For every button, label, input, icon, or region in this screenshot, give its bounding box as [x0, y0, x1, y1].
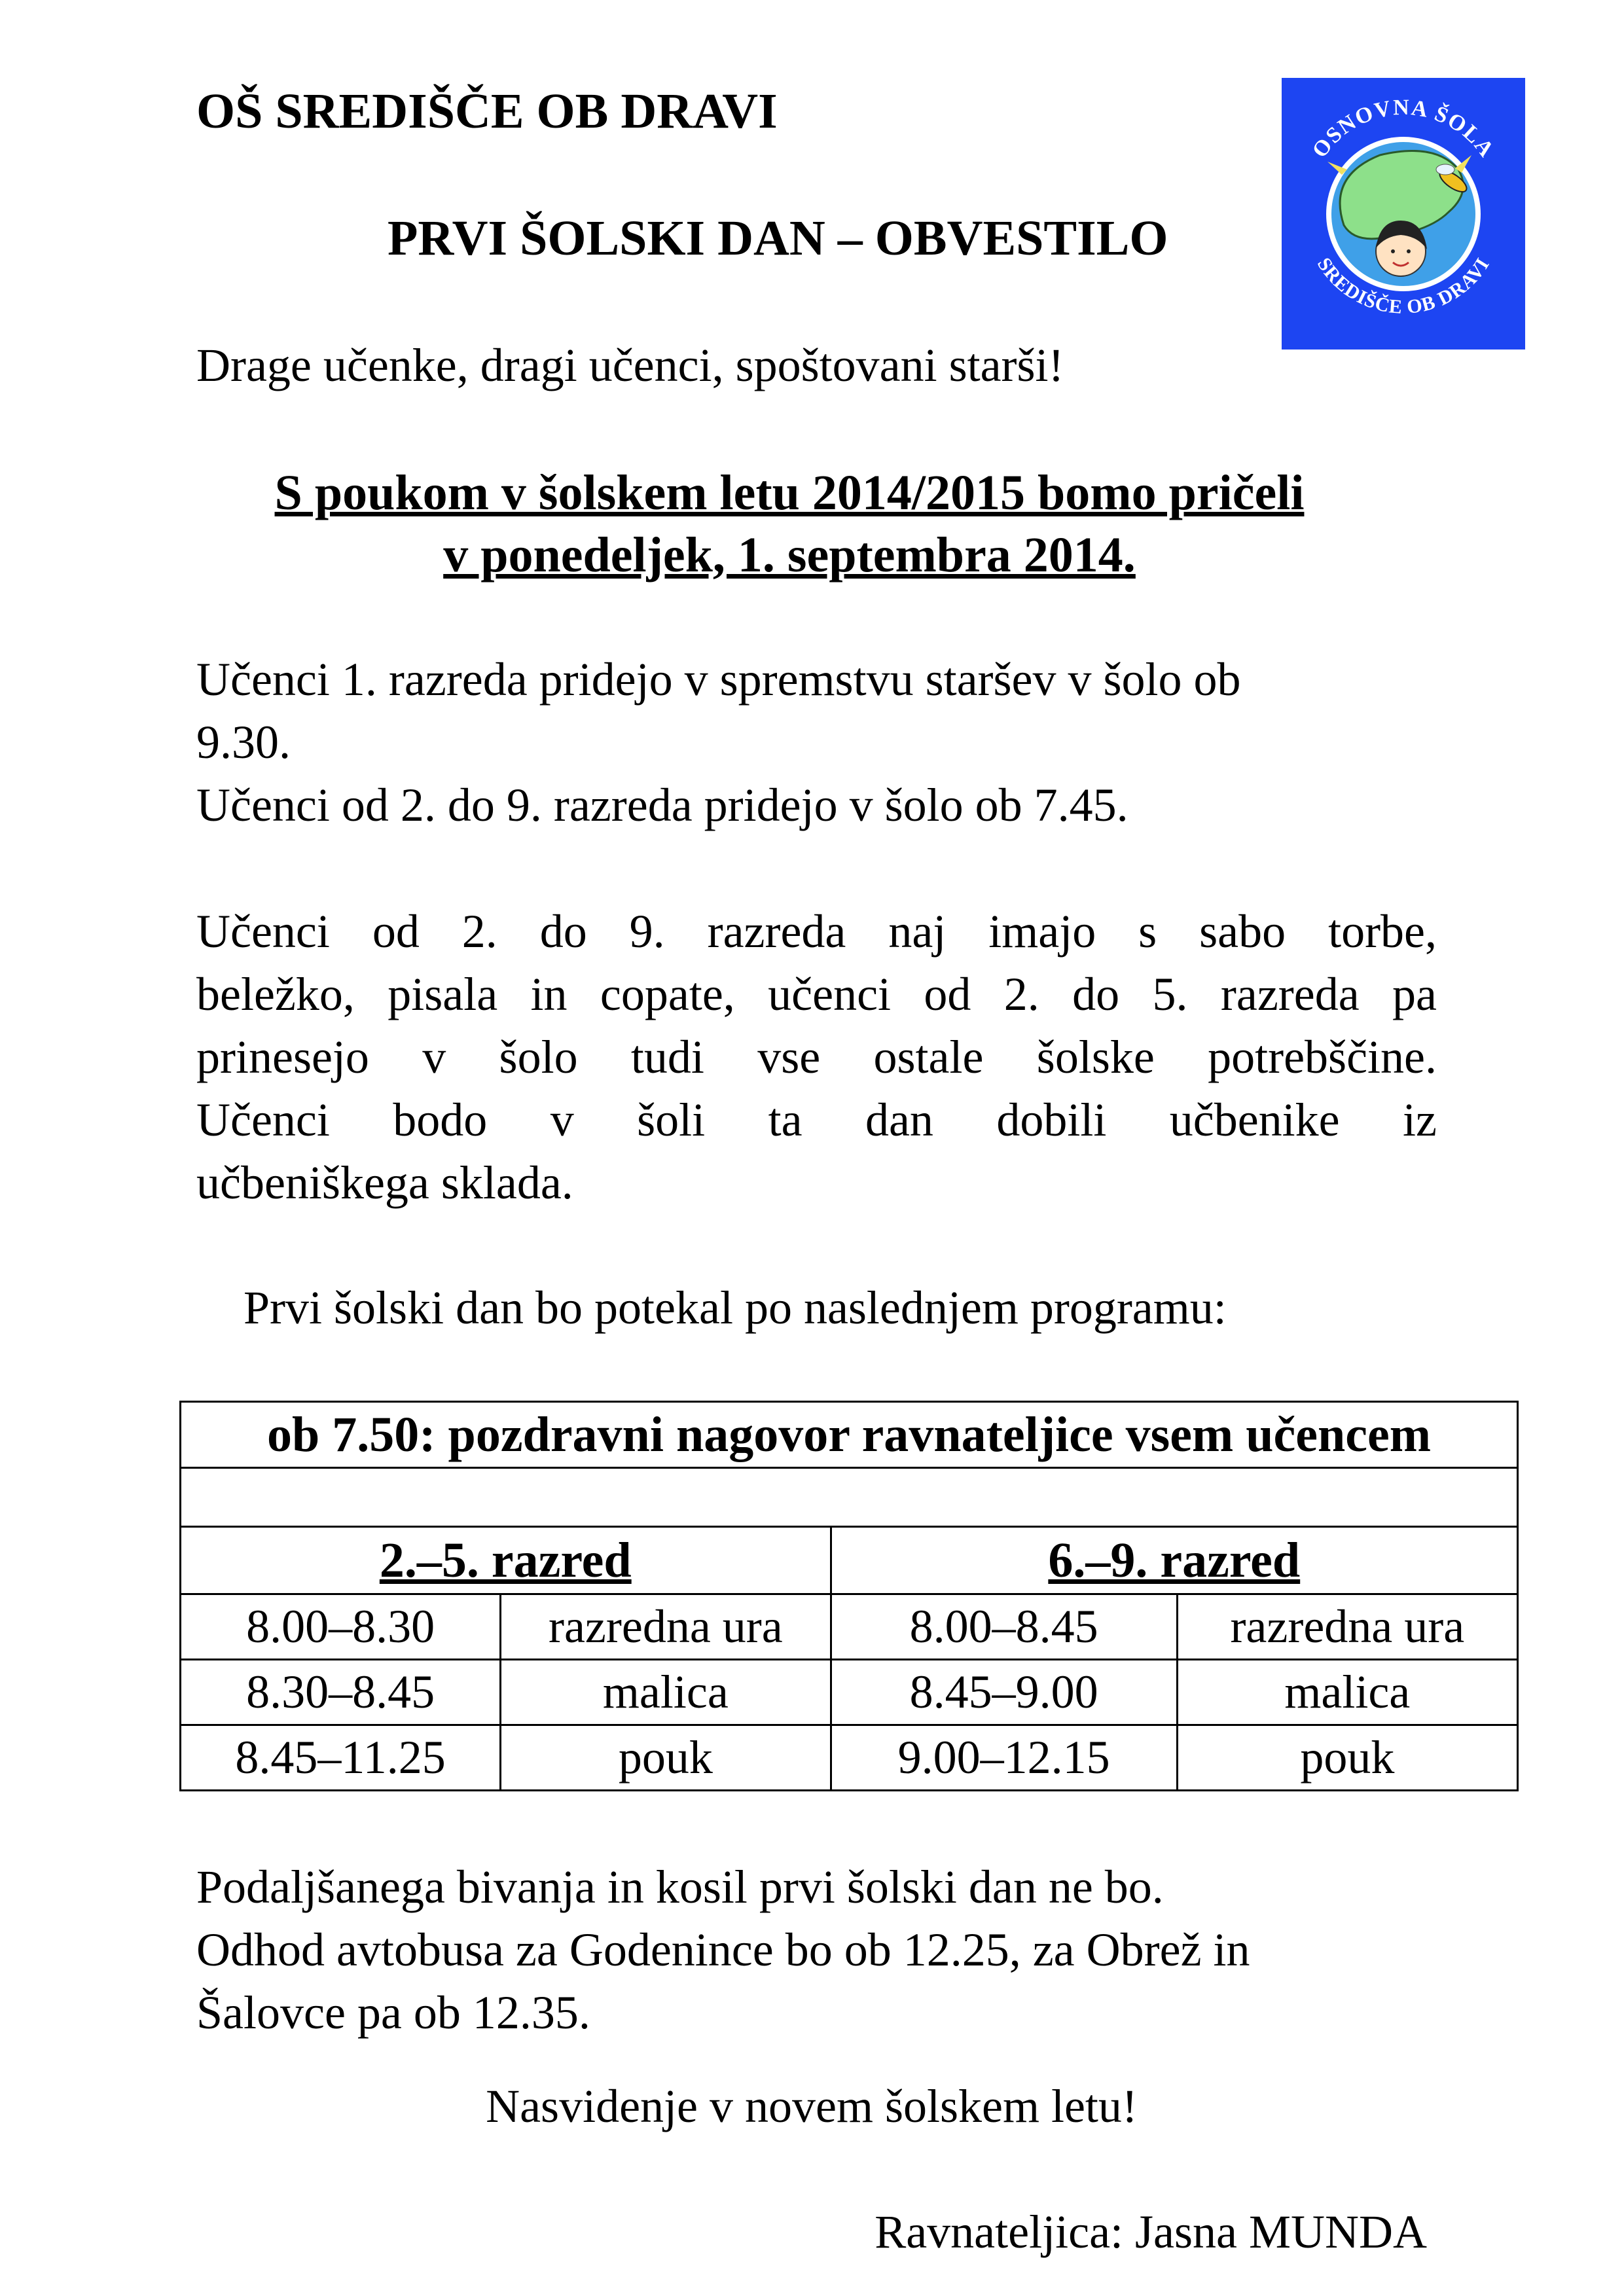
schedule-time-a: 8.45–11.25	[181, 1725, 501, 1791]
farewell: Nasvidenje v novem šolskem letu!	[486, 2080, 1138, 2132]
closing-line: Šalovce pa ob 12.35.	[196, 1986, 590, 2039]
supplies-line: Učenci bodo v šoli ta dan dobili učbenike iz	[196, 1094, 1437, 1146]
table-row	[181, 1660, 1518, 1725]
schedule-activity-a: razredna ura	[501, 1594, 831, 1660]
table-row	[181, 1594, 1518, 1660]
schedule-table	[179, 1401, 1519, 1791]
schedule-activity-a: malica	[501, 1660, 831, 1725]
schedule-greeting-cell: ob 7.50: pozdravni nagovor ravnateljice vsem učencem	[181, 1402, 1518, 1468]
announcement-line-1: S poukom v šolskem letu 2014/2015 bomo pričeli	[274, 465, 1305, 520]
school-logo-emblem	[1282, 78, 1525, 350]
schedule-activity-b: razredna ura	[1177, 1594, 1517, 1660]
closing-paragraph	[196, 1856, 1437, 2044]
arrival-line: Učenci od 2. do 9. razreda pridejo v šolo ob 7.45.	[196, 779, 1128, 831]
signature: Ravnateljica: Jasna MUNDA	[875, 2206, 1427, 2258]
schedule-activity-b: malica	[1177, 1660, 1517, 1725]
closing-line: Podaljšanega bivanja in kosil prvi šolski dan ne bo.	[196, 1861, 1164, 1913]
arrival-line: Učenci 1. razreda pridejo v spremstvu staršev v šolo ob	[196, 653, 1241, 706]
child-eye-left	[1391, 249, 1395, 253]
bee-wing	[1436, 164, 1454, 175]
arrival-line: 9.30.	[196, 716, 291, 768]
schedule-time-b: 8.45–9.00	[831, 1660, 1177, 1725]
schedule-time-b: 8.00–8.45	[831, 1594, 1177, 1660]
supplies-line: učbeniškega sklada.	[196, 1157, 573, 1209]
supplies-line: prinesejo v šolo tudi vse ostale šolske potrebščine.	[196, 1031, 1437, 1083]
schedule-group-b-header: 6.–9. razred	[831, 1527, 1517, 1594]
school-logo	[1282, 78, 1525, 350]
schedule-empty-cell	[181, 1468, 1518, 1527]
page-title: PRVI ŠOLSKI DAN – OBVESTILO	[388, 211, 1168, 266]
schedule-empty-row	[181, 1468, 1518, 1527]
announcement-line-2: v ponedeljek, 1. septembra 2014.	[443, 528, 1136, 583]
program-intro: Prvi šolski dan bo potekal po naslednjem programu:	[244, 1282, 1227, 1334]
school-name: OŠ SREDIŠČE OB DRAVI	[196, 84, 778, 139]
schedule-time-a: 8.30–8.45	[181, 1660, 501, 1725]
schedule-activity-a: pouk	[501, 1725, 831, 1791]
schedule-group-header-row	[181, 1527, 1518, 1594]
child-eye-right	[1407, 249, 1411, 253]
logo-top-text: OSNOVNA ŠOLA	[1307, 95, 1500, 162]
arrival-paragraph	[196, 648, 1437, 836]
supplies-line: beležko, pisala in copate, učenci od 2. do 5. razreda pa	[196, 968, 1437, 1020]
supplies-paragraph	[196, 900, 1437, 1214]
schedule-activity-b: pouk	[1177, 1725, 1517, 1791]
supplies-line: Učenci od 2. do 9. razreda naj imajo s sabo torbe,	[196, 905, 1437, 958]
logo-bottom-text: SREDIŠČE OB DRAVI	[1312, 253, 1494, 318]
schedule-group-a-header: 2.–5. razred	[181, 1527, 831, 1594]
table-row	[181, 1725, 1518, 1791]
schedule-time-b: 9.00–12.15	[831, 1725, 1177, 1791]
schedule-greeting-row	[181, 1402, 1518, 1468]
schedule-time-a: 8.00–8.30	[181, 1594, 501, 1660]
greeting: Drage učenke, dragi učenci, spoštovani starši!	[196, 339, 1064, 391]
closing-line: Odhod avtobusa za Godenince bo ob 12.25, za Obrež in	[196, 1924, 1250, 1976]
